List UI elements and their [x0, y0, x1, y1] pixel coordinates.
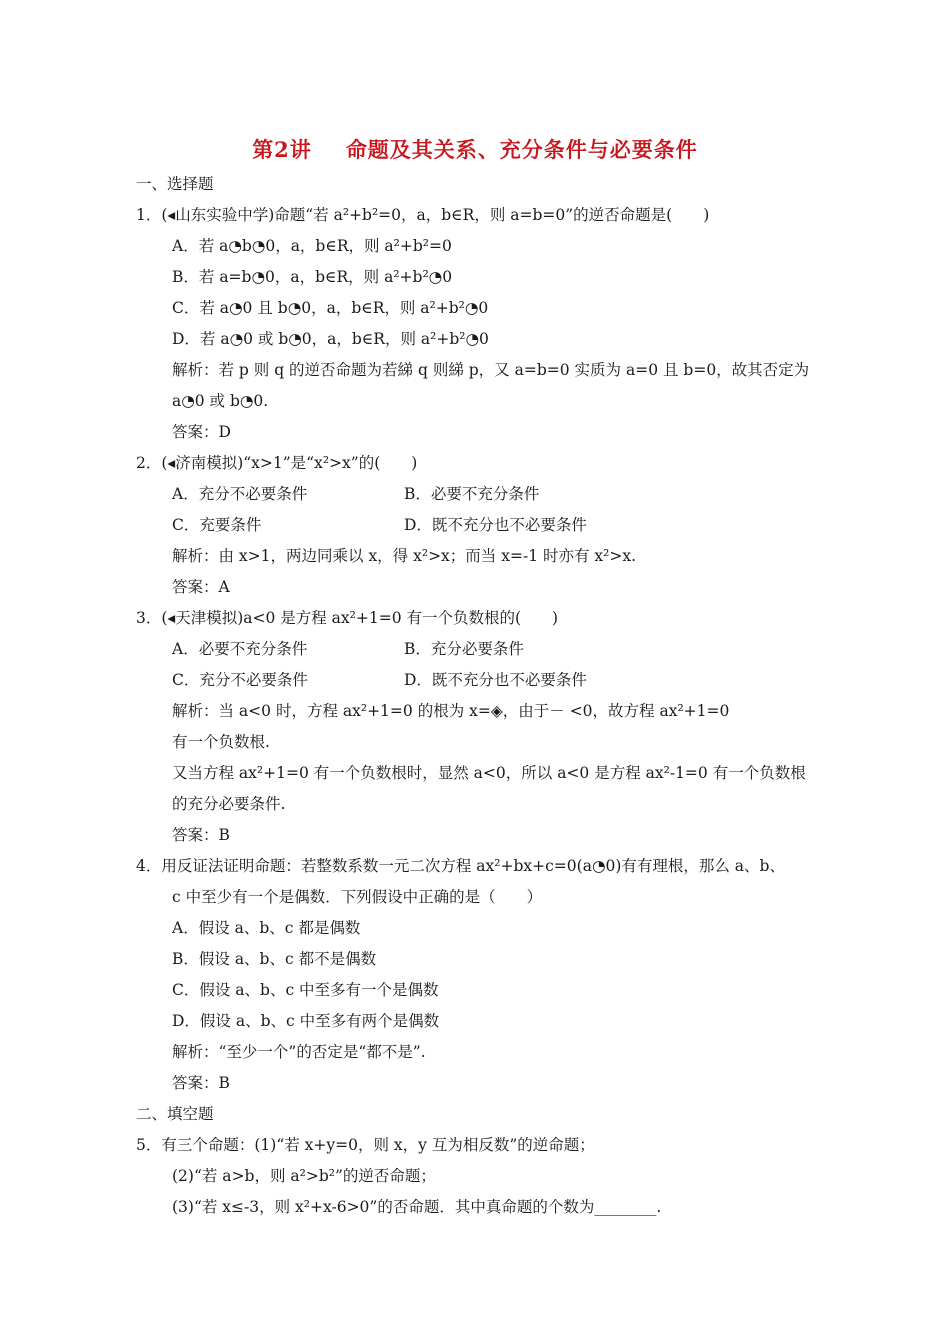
question-5-item-2: (2)“若 a>b，则 a²>b²”的逆否命题； [172, 1167, 436, 1185]
question-4-option-d: D．假设 a、b、c 中至多有两个是偶数 [172, 1012, 440, 1030]
question-4-option-b: B．假设 a、b、c 都不是偶数 [172, 950, 377, 968]
question-3-option-c: C．充分不必要条件 [172, 671, 308, 689]
question-4-stem: 4．用反证法证明命题：若整数系数一元二次方程 ax²+bx+c=0(a◔0)有有理根，那么 a、b、 [136, 857, 785, 875]
question-2-stem: 2．(◂济南模拟)“x>1”是“x²>x”的( ) [136, 454, 418, 472]
question-1-option-b: B．若 a=b◔0，a，b∈R，则 a²+b²◔0 [172, 268, 453, 286]
question-5-item-3: (3)“若 x≤-3，则 x²+x-6>0”的否命题．其中真命题的个数为________. [172, 1198, 662, 1216]
question-2-analysis: 解析：由 x>1，两边同乘以 x，得 x²>x；而当 x=-1 时亦有 x²>x. [172, 547, 637, 565]
question-2-option-b: B．必要不充分条件 [404, 485, 540, 503]
question-3-stem: 3．(◂天津模拟)a<0 是方程 ax²+1=0 有一个负数根的( ) [136, 609, 559, 627]
question-2-option-c: C．充要条件 [172, 516, 262, 534]
question-4-stem-cont: c 中至少有一个是偶数．下列假设中正确的是（ ） [172, 888, 543, 906]
section-heading-choice: 一、选择题 [136, 175, 214, 193]
question-3-analysis-cont-3: 的充分必要条件. [172, 795, 286, 813]
question-5-stem: 5．有三个命题：(1)“若 x+y=0，则 x，y 互为相反数”的逆命题； [136, 1136, 595, 1154]
section-heading-fill: 二、填空题 [136, 1105, 214, 1123]
question-3-option-b: B．充分必要条件 [404, 640, 524, 658]
question-1-answer: 答案：D [172, 423, 231, 441]
question-3-answer: 答案：B [172, 826, 230, 844]
question-1-option-d: D．若 a◔0 或 b◔0，a，b∈R，则 a²+b²◔0 [172, 330, 489, 348]
question-2-option-d: D．既不充分也不必要条件 [404, 516, 587, 534]
question-1-option-c: C．若 a◔0 且 b◔0，a，b∈R，则 a²+b²◔0 [172, 299, 489, 317]
question-3-option-a: A．必要不充分条件 [172, 640, 308, 658]
question-2-answer: 答案：A [172, 578, 230, 596]
question-3-analysis-cont: 有一个负数根. [172, 733, 270, 751]
question-1-analysis: 解析：若 p 则 q 的逆否命题为若綈 q 则綈 p，又 a=b=0 实质为 a=0 且 b=0，故其否定为 [172, 361, 810, 379]
question-4-answer: 答案：B [172, 1074, 230, 1092]
question-3-analysis-cont-2: 又当方程 ax²+1=0 有一个负数根时，显然 a<0，所以 a<0 是方程 ax²-1=0 有一个负数根 [172, 764, 806, 782]
question-2-option-a: A．充分不必要条件 [172, 485, 308, 503]
question-4-option-c: C．假设 a、b、c 中至多有一个是偶数 [172, 981, 439, 999]
question-3-option-d: D．既不充分也不必要条件 [404, 671, 587, 689]
page-title: 第2讲 命题及其关系、充分条件与必要条件 [252, 137, 698, 162]
question-3-analysis: 解析：当 a<0 时，方程 ax²+1=0 的根为 x=◈，由于－ <0，故方程 ax²+1=0 [172, 702, 730, 720]
question-4-option-a: A．假设 a、b、c 都是偶数 [172, 919, 361, 937]
question-1-option-a: A．若 a◔b◔0，a，b∈R，则 a²+b²=0 [172, 237, 452, 255]
question-1-stem: 1．(◂山东实验中学)命题“若 a²+b²=0，a，b∈R，则 a=b=0”的逆否命题是( ) [136, 206, 710, 224]
question-1-analysis-cont: a◔0 或 b◔0. [172, 392, 269, 410]
question-4-analysis: 解析：“至少一个”的否定是“都不是”. [172, 1043, 426, 1061]
